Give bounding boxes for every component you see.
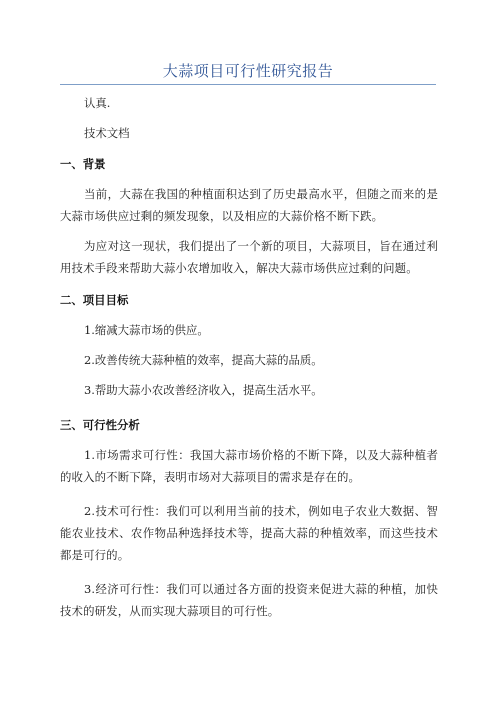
section-2-item-3: 3.帮助大蒜小农改善经济收入，提高生活水平。 <box>84 383 323 397</box>
section-3-paragraph-3: 3.经济可行性：我们可以通过各方面的投资来促进大蒜的种植，加快技术的研发，从而实现大蒜项目的可行性。 <box>60 582 438 618</box>
section-heading-goals: 二、项目目标 <box>60 293 129 307</box>
document-title: 大蒜项目可行性研究报告 <box>162 62 334 80</box>
section-3-paragraph-2: 2.技术可行性：我们可以利用当前的技术，例如电子农业大数据、智能农业技术、农作物品种选择技术等，提高大蒜的种植效率，而这些技术都是可行的。 <box>60 504 438 562</box>
intro-line-1: 认真. <box>84 96 111 110</box>
section-1-paragraph-1: 当前，大蒜在我国的种植面积达到了历史最高水平，但随之而来的是大蒜市场供应过剩的频发现象，以及相应的大蒜价格不断下跌。 <box>60 187 438 223</box>
section-2-item-1: 1.缩减大蒜市场的供应。 <box>84 323 209 337</box>
section-heading-background: 一、背景 <box>60 157 106 171</box>
section-1-paragraph-2: 为应对这一现状，我们提出了一个新的项目，大蒜项目，旨在通过利用技术手段来帮助大蒜小农增加收入，解决大蒜市场供应过剩的问题。 <box>60 239 438 275</box>
section-3-paragraph-1: 1.市场需求可行性：我国大蒜市场价格的不断下降，以及大蒜种植者的收入的不断下降，表明市场对大蒜项目的需求是存在的。 <box>60 448 438 484</box>
section-2-item-2: 2.改善传统大蒜种植的效率，提高大蒜的品质。 <box>84 353 323 367</box>
intro-line-2: 技术文档 <box>84 126 130 140</box>
title-underline <box>60 84 436 85</box>
section-heading-feasibility: 三、可行性分析 <box>60 418 140 432</box>
